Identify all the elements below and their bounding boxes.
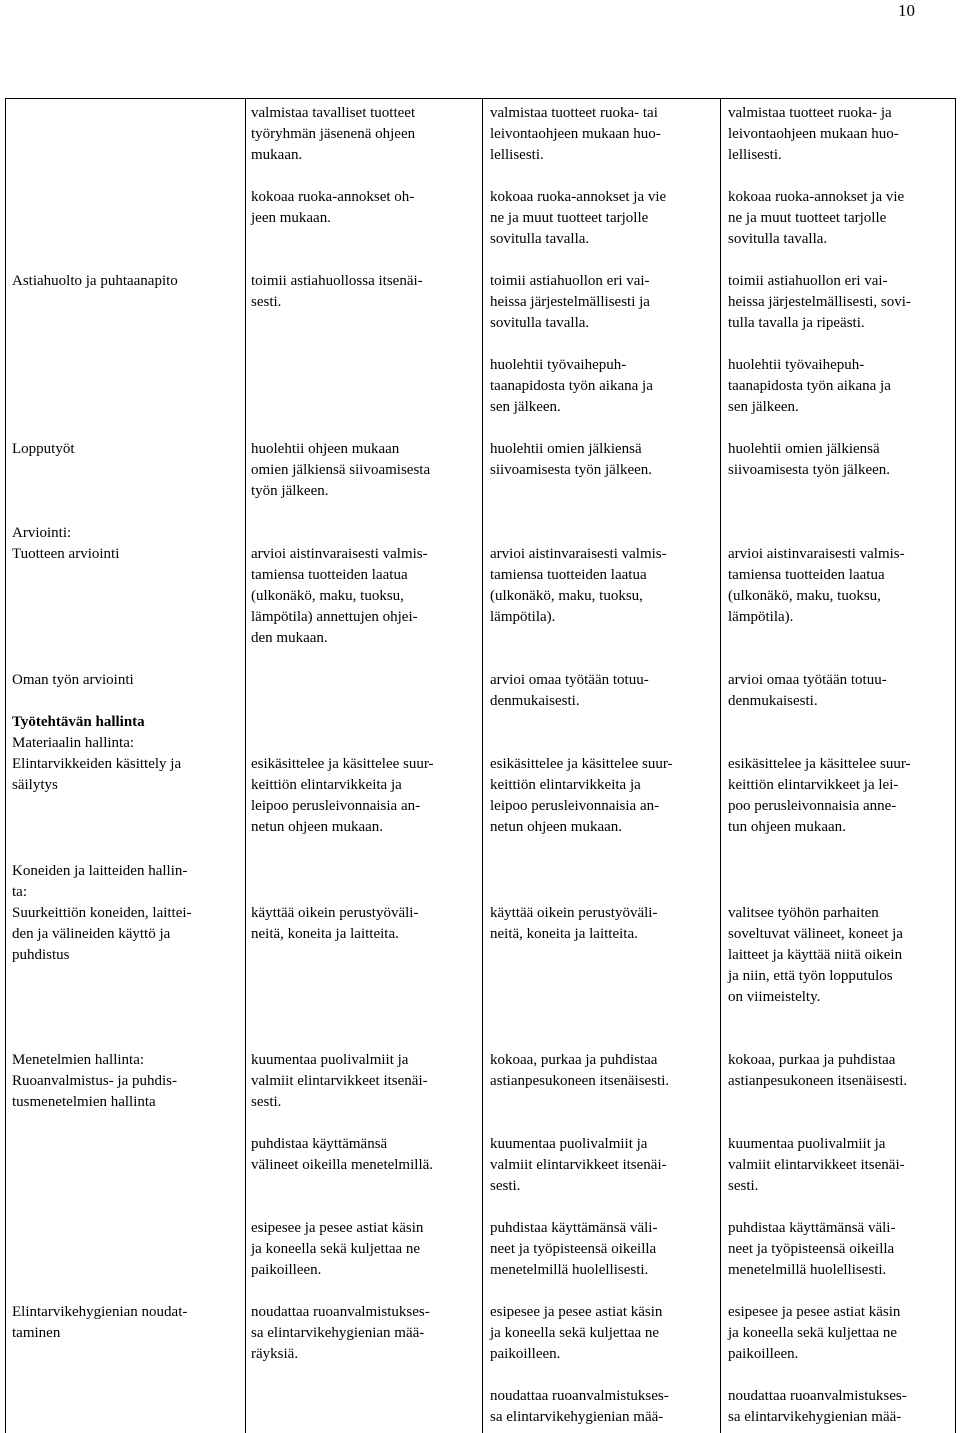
cell-r4-excellent: huolehtii työvaihepuh- taanapidosta työn aikana ja sen jälkeen. bbox=[728, 357, 891, 415]
section-heading-task-management: Työtehtävän hallinta bbox=[12, 714, 145, 730]
cell-r11-satisfactory: kuumentaa puolivalmiit ja valmiit elintarvikkeet itsenäi- sesti. bbox=[251, 1052, 428, 1110]
cell-r6-excellent: arvioi aistinvaraisesti valmis- tamiensa tuotteiden laatua (ulkonäkö, maku, tuoksu, lämpötila). bbox=[728, 546, 905, 625]
cell-r15-good: noudattaa ruoanvalmistukses- sa elintarvikehygienian mää- bbox=[490, 1388, 669, 1425]
cell-r9-excellent: esikäsittelee ja käsittelee suur- keittiön elintarvikkeet ja lei- poo perusleivonnaisia anne- tun ohjeen mukaan. bbox=[728, 756, 911, 835]
cell-r14-excellent: esipesee ja pesee astiat käsin ja koneella sekä kuljettaa ne paikoilleen. bbox=[728, 1304, 901, 1362]
cell-r10-good: käyttää oikein perustyöväli- neitä, koneita ja laitteita. bbox=[490, 905, 658, 942]
cell-r3-satisfactory: toimii astiahuollossa itsenäi- sesti. bbox=[251, 273, 423, 310]
cell-r14-satisfactory: noudattaa ruoanvalmistukses- sa elintarvikehygienian mää- räyksiä. bbox=[251, 1304, 430, 1362]
cell-r12-good: kuumentaa puolivalmiit ja valmiit elintarvikkeet itsenäi- sesti. bbox=[490, 1136, 667, 1194]
row-label-dish-care: Astiahuolto ja puhtaanapito bbox=[12, 273, 178, 289]
cell-r9-satisfactory: esikäsittelee ja käsittelee suur- keittiön elintarvikkeita ja leipoo perusleivonnaisia an- netun ohjeen mukaan. bbox=[251, 756, 434, 835]
cell-r5-satisfactory: huolehtii ohjeen mukaan omien jälkiensä siivoamisesta työn jälkeen. bbox=[251, 441, 431, 499]
cell-r13-good: puhdistaa käyttämänsä väli- neet ja työpisteensä oikeilla menetelmillä huolellisesti. bbox=[490, 1220, 658, 1278]
cell-r5-excellent: huolehtii omien jälkiensä siivoamisesta työn jälkeen. bbox=[728, 441, 891, 478]
cell-r4-good: huolehtii työvaihepuh- taanapidosta työn aikana ja sen jälkeen. bbox=[490, 357, 653, 415]
cell-r3-good: toimii astiahuollon eri vai- heissa järjestelmällisesti ja sovitulla tavalla. bbox=[490, 273, 650, 331]
cell-r1-excellent: valmistaa tuotteet ruoka- ja leivontaohjeen mukaan huo- lellisesti. bbox=[728, 105, 899, 163]
cell-r10-excellent: valitsee työhön parhaiten soveltuvat välineet, koneet ja laitteet ja käyttää niitä oikein ja niin, että työn lopputulos on viimeistelty. bbox=[728, 905, 903, 1005]
cell-r9-good: esikäsittelee ja käsittelee suur- keittiön elintarvikkeita ja leipoo perusleivonnaisia an- netun ohjeen mukaan. bbox=[490, 756, 673, 835]
cell-r12-satisfactory: puhdistaa käyttämänsä välineet oikeilla menetelmillä. bbox=[251, 1136, 434, 1173]
cell-r7-good: arvioi omaa työtään totuu- denmukaisesti. bbox=[490, 672, 649, 709]
row-label-product-evaluation: Arviointi: Tuotteen arviointi bbox=[12, 525, 120, 562]
row-label-final-tasks: Lopputyöt bbox=[12, 441, 75, 457]
page-number: 10 bbox=[898, 1, 915, 20]
row-label-food-hygiene: Elintarvikehygienian noudat- taminen bbox=[12, 1304, 188, 1341]
cell-r12-excellent: kuumentaa puolivalmiit ja valmiit elintarvikkeet itsenäi- sesti. bbox=[728, 1136, 905, 1194]
cell-r2-good: kokoaa ruoka-annokset ja vie ne ja muut tuotteet tarjolle sovitulla tavalla. bbox=[490, 189, 667, 247]
cell-r3-excellent: toimii astiahuollon eri vai- heissa järjestelmällisesti, sovi- tulla tavalla ja ripeästi. bbox=[728, 273, 911, 331]
row-label-method-management: Menetelmien hallinta: Ruoanvalmistus- ja puhdis- tusmenetelmien hallinta bbox=[12, 1052, 177, 1110]
column-divider-1 bbox=[245, 98, 246, 1433]
cell-r6-good: arvioi aistinvaraisesti valmis- tamiensa tuotteiden laatua (ulkonäkö, maku, tuoksu, lämpötila). bbox=[490, 546, 667, 625]
cell-r7-excellent: arvioi omaa työtään totuu- denmukaisesti. bbox=[728, 672, 887, 709]
cell-r11-good: kokoaa, purkaa ja puhdistaa astianpesukoneen itsenäisesti. bbox=[490, 1052, 670, 1089]
column-divider-2 bbox=[482, 98, 483, 1433]
cell-r13-excellent: puhdistaa käyttämänsä väli- neet ja työpisteensä oikeilla menetelmillä huolellisesti. bbox=[728, 1220, 896, 1278]
cell-r10-satisfactory: käyttää oikein perustyöväli- neitä, koneita ja laitteita. bbox=[251, 905, 419, 942]
cell-r1-satisfactory: valmistaa tavalliset tuotteet työryhmän jäsenenä ohjeen mukaan. bbox=[251, 105, 416, 163]
cell-r6-satisfactory: arvioi aistinvaraisesti valmis- tamiensa tuotteiden laatua (ulkonäkö, maku, tuoksu, lämpötila) annettujen ohjei- den mukaan. bbox=[251, 546, 428, 646]
column-divider-3 bbox=[720, 98, 721, 1433]
row-label-material-management: Materiaalin hallinta: Elintarvikkeiden käsittely ja säilytys bbox=[12, 735, 182, 793]
cell-r2-excellent: kokoaa ruoka-annokset ja vie ne ja muut tuotteet tarjolle sovitulla tavalla. bbox=[728, 189, 905, 247]
row-label-self-evaluation: Oman työn arviointi bbox=[12, 672, 134, 688]
cell-r14-good: esipesee ja pesee astiat käsin ja koneella sekä kuljettaa ne paikoilleen. bbox=[490, 1304, 663, 1362]
cell-r15-excellent: noudattaa ruoanvalmistukses- sa elintarvikehygienian mää- bbox=[728, 1388, 907, 1425]
cell-r2-satisfactory: kokoaa ruoka-annokset oh- jeen mukaan. bbox=[251, 189, 415, 226]
row-label-equipment-management: Koneiden ja laitteiden hallin- ta: Suurkeittiön koneiden, laittei- den ja välineiden käyttö ja puhdistus bbox=[12, 863, 192, 963]
cell-r13-satisfactory: esipesee ja pesee astiat käsin ja koneella sekä kuljettaa ne paikoilleen. bbox=[251, 1220, 424, 1278]
cell-r11-excellent: kokoaa, purkaa ja puhdistaa astianpesukoneen itsenäisesti. bbox=[728, 1052, 908, 1089]
cell-r5-good: huolehtii omien jälkiensä siivoamisesta työn jälkeen. bbox=[490, 441, 653, 478]
cell-r1-good: valmistaa tuotteet ruoka- tai leivontaohjeen mukaan huo- lellisesti. bbox=[490, 105, 661, 163]
